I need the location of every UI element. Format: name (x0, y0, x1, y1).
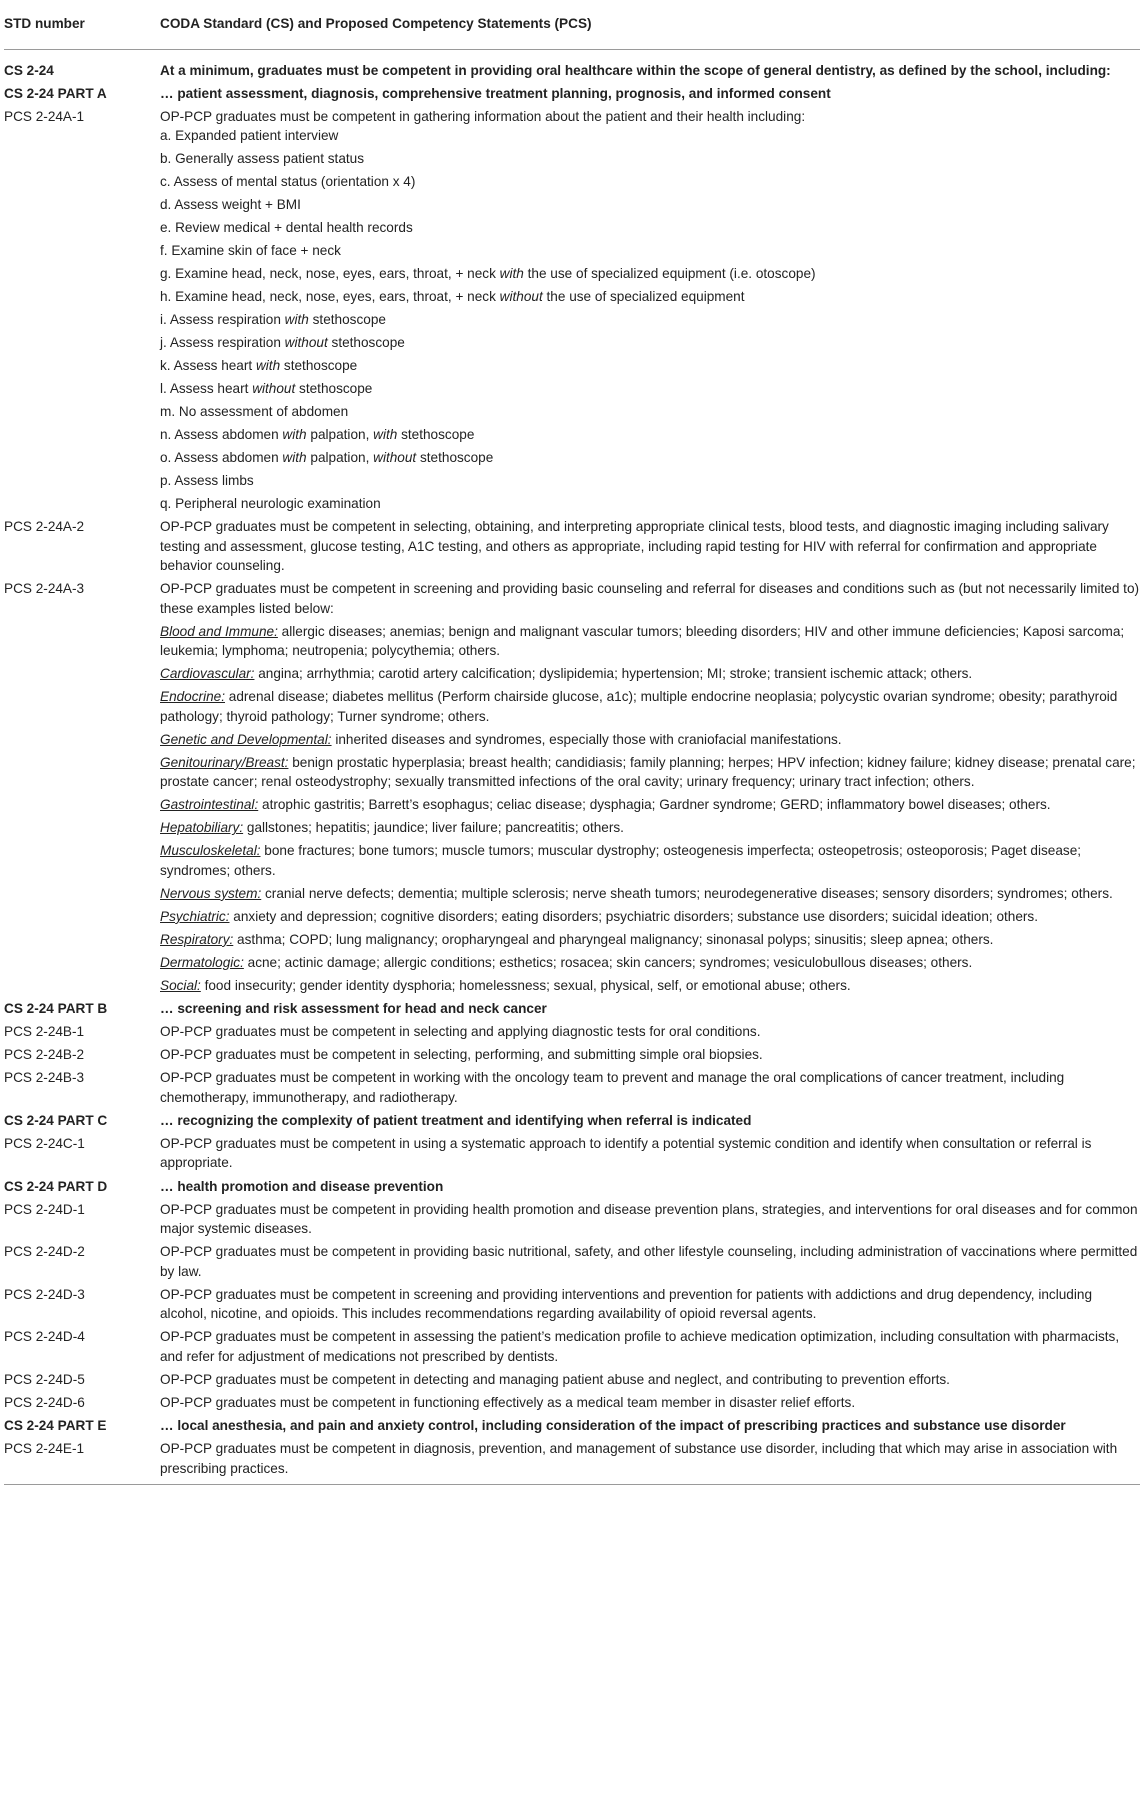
competency-text (160, 107, 1140, 518)
table-row-part-c (4, 1111, 1140, 1134)
category-label: Cardiovascular: (160, 666, 255, 682)
disease-category: Blood and Immune: allergic diseases; anemias; benign and malignant vascular tumors; bleeding disorders; HIV and other immune deficiencies; Kaposi sarcoma; leukemia; lymphoma; neutropenia; polycythemia; others. (160, 623, 1125, 659)
std-number: PCS 2-24D-6 (4, 1395, 85, 1411)
competency-text: OP-PCP graduates must be competent in screening and providing interventions and prevention for patients with addictions and drug dependency, including alcohol, nicotine, and opioids. This includes recommendations regarding availability of opioid reversal agents. (160, 1286, 1093, 1322)
category-label: Genitourinary/Breast: (160, 754, 289, 770)
list-item: i. Assess respiration with stethoscope (160, 312, 386, 328)
category-label: Genetic and Developmental: (160, 731, 332, 747)
table-row-pcs-2-24d-3 (4, 1285, 1140, 1328)
list-item: p. Assess limbs (160, 473, 254, 489)
disease-category: Dermatologic: acne; actinic damage; allergic conditions; esthetics; rosacea; skin cancers; syndromes; vesiculobullous diseases; others. (160, 954, 973, 970)
disease-category: Respiratory: asthma; COPD; lung malignancy; oropharyngeal and pharyngeal malignancy; sinonasal polyps; sinusitis; sleep apnea; others. (160, 931, 994, 947)
std-number: PCS 2-24D-5 (4, 1372, 85, 1387)
category-label: Musculoskeletal: (160, 843, 261, 859)
table-row-cs-2-24 (4, 49, 1140, 84)
std-number: PCS 2-24C-1 (4, 1135, 85, 1151)
standard-text: … health promotion and disease prevention (160, 1178, 444, 1194)
competency-text: OP-PCP graduates must be competent in using a systematic approach to identify a potential systemic condition and identify when consultation or referral is appropriate. (160, 1135, 1092, 1171)
competency-text: OP-PCP graduates must be competent in functioning effectively as a medical team member in disaster relief efforts. (160, 1395, 856, 1411)
std-number: CS 2-24 PART B (4, 1000, 108, 1016)
list-item: q. Peripheral neurologic examination (160, 496, 381, 512)
list-item: g. Examine head, neck, nose, eyes, ears, throat, + neck with the use of specialized equipment (i.e. otoscope) (160, 266, 816, 282)
std-number: PCS 2-24A-1 (4, 108, 85, 124)
disease-category: Genitourinary/Breast: benign prostatic hyperplasia; breast health; candidiasis; family planning; herpes; HPV infection; kidney failure; kidney disease; prenatal care; prostate cancer; renal osteodystrophy; sexually transmitted infections of the oral cavity; urinary frequency; urinary tract infection; others. (160, 754, 1136, 790)
list-item: e. Review medical + dental health records (160, 220, 413, 236)
table-row-pcs-2-24e-1 (4, 1439, 1140, 1485)
table-row-pcs-2-24a-3 (4, 579, 1140, 999)
list-item: f. Examine skin of face + neck (160, 243, 341, 259)
category-label: Nervous system: (160, 885, 262, 901)
competency-text: OP-PCP graduates must be competent in working with the oncology team to prevent and manage the oral complications of cancer treatment, including chemotherapy, immunotherapy, and radiotherapy. (160, 1070, 1065, 1105)
std-number: PCS 2-24B-1 (4, 1024, 85, 1040)
competency-text: OP-PCP graduates must be competent in assessing the patient’s medication profile to achieve medication optimization, including consultation with pharmacists, and refer for adjustment of medications not prescribed by dentists. (160, 1329, 1120, 1364)
table-row-pcs-2-24d-6 (4, 1393, 1140, 1416)
table-row-part-a (4, 84, 1140, 107)
category-label: Blood and Immune: (160, 623, 278, 639)
table-row-pcs-2-24d-2 (4, 1242, 1140, 1285)
list-item: h. Examine head, neck, nose, eyes, ears, throat, + neck without the use of specialized equipment (160, 289, 745, 305)
disease-category: Genetic and Developmental: inherited diseases and syndromes, especially those with craniofacial manifestations. (160, 731, 842, 747)
disease-category: Nervous system: cranial nerve defects; dementia; multiple sclerosis; nerve sheath tumors; neurodegenerative diseases; sensory disorders; syndromes; others. (160, 885, 1113, 901)
category-label: Psychiatric: (160, 908, 230, 924)
category-label: Endocrine: (160, 689, 225, 705)
std-number: PCS 2-24D-2 (4, 1244, 85, 1260)
list-item: b. Generally assess patient status (160, 151, 365, 167)
std-number: PCS 2-24D-4 (4, 1329, 85, 1345)
standard-text: At a minimum, graduates must be competent in providing oral healthcare within the scope of general dentistry, as defined by the school, including: (160, 62, 1111, 78)
list-item: j. Assess respiration without stethoscope (160, 335, 405, 351)
std-number: CS 2-24 PART A (4, 85, 107, 101)
standard-text: … screening and risk assessment for head and neck cancer (160, 1000, 547, 1016)
competency-text: OP-PCP graduates must be competent in selecting and applying diagnostic tests for oral conditions. (160, 1024, 761, 1040)
competency-text: OP-PCP graduates must be competent in diagnosis, prevention, and management of substance use disorder, including that which may arise in association with prescribing practices. (160, 1439, 1140, 1485)
category-label: Gastrointestinal: (160, 797, 259, 813)
disease-category: Endocrine: adrenal disease; diabetes mellitus (Perform chairside glucose, a1c); multiple endocrine neoplasia; polycystic ovarian syndrome; obesity; parathyroid pathology; thyroid pathology; Turner syndrome; others. (160, 689, 1118, 724)
table-row-part-d (4, 1177, 1140, 1200)
table-row-pcs-2-24b-2 (4, 1045, 1140, 1068)
category-label: Social: (160, 977, 201, 993)
list-item: d. Assess weight + BMI (160, 197, 301, 213)
table-header-row (4, 10, 1140, 49)
disease-category: Musculoskeletal: bone fractures; bone tumors; muscle tumors; muscular dystrophy; osteogenesis imperfecta; osteopetrosis; osteoporosis; Paget disease; syndromes; others. (160, 843, 1082, 878)
std-number: PCS 2-24D-3 (4, 1286, 85, 1302)
competency-intro: OP-PCP graduates must be competent in screening and providing basic counseling and referral for diseases and conditions such as (but not necessarily limited to) these examples listed below: (160, 581, 1140, 616)
header-std-number: STD number (4, 10, 160, 49)
competency-text: OP-PCP graduates must be competent in selecting, obtaining, and interpreting appropriate clinical tests, blood tests, and diagnostic imaging including salivary testing and assessment, glucose testing, A1C testing, and others as appropriate, including rapid testing for HIV with referral for confirmation and appropriate behavior counseling. (160, 519, 1109, 574)
competency-text (160, 579, 1140, 999)
competency-text: OP-PCP graduates must be competent in providing health promotion and disease prevention plans, strategies, and interventions for oral diseases and for common major systemic diseases. (160, 1201, 1138, 1237)
competency-text: OP-PCP graduates must be competent in selecting, performing, and submitting simple oral biopsies. (160, 1047, 763, 1063)
disease-category: Psychiatric: anxiety and depression; cognitive disorders; eating disorders; psychiatric disorders; substance use disorders; suicidal ideation; others. (160, 908, 1038, 924)
table-row-pcs-2-24d-1 (4, 1200, 1140, 1243)
disease-category: Gastrointestinal: atrophic gastritis; Barrett’s esophagus; celiac disease; dysphagia; Gardner syndrome; GERD; inflammatory bowel diseases; others. (160, 797, 1051, 813)
std-number: CS 2-24 PART C (4, 1112, 108, 1128)
std-number: PCS 2-24D-1 (4, 1201, 85, 1217)
table-row-pcs-2-24b-3 (4, 1068, 1140, 1111)
std-number: PCS 2-24A-2 (4, 519, 85, 535)
table-row-pcs-2-24d-4 (4, 1327, 1140, 1370)
competency-table (4, 10, 1140, 1485)
standard-text: … local anesthesia, and pain and anxiety control, including consideration of the impact of prescribing practices and substance use disorder (160, 1418, 1066, 1434)
table-row-pcs-2-24b-1 (4, 1022, 1140, 1045)
header-standard-statements: CODA Standard (CS) and Proposed Competency Statements (PCS) (160, 10, 1140, 49)
category-label: Dermatologic: (160, 954, 244, 970)
list-item: m. No assessment of abdomen (160, 404, 349, 420)
std-number: PCS 2-24A-3 (4, 581, 85, 597)
list-item: l. Assess heart without stethoscope (160, 381, 373, 397)
list-item: c. Assess of mental status (orientation x 4) (160, 174, 416, 190)
std-number: CS 2-24 (4, 62, 54, 78)
std-number: PCS 2-24E-1 (4, 1439, 160, 1485)
list-item: o. Assess abdomen with palpation, without stethoscope (160, 450, 494, 466)
table-row-part-e (4, 1416, 1140, 1439)
std-number: CS 2-24 PART D (4, 1178, 108, 1194)
table-row-pcs-2-24a-2 (4, 517, 1140, 579)
std-number: PCS 2-24B-2 (4, 1047, 85, 1063)
standard-text: … recognizing the complexity of patient treatment and identifying when referral is indicated (160, 1112, 752, 1128)
standard-text: … patient assessment, diagnosis, comprehensive treatment planning, prognosis, and informed consent (160, 85, 831, 101)
category-label: Respiratory: (160, 931, 234, 947)
competency-text: OP-PCP graduates must be competent in detecting and managing patient abuse and neglect, and contributing to prevention efforts. (160, 1372, 950, 1387)
competency-text: OP-PCP graduates must be competent in providing basic nutritional, safety, and other lifestyle counseling, including administration of vaccinations where permitted by law. (160, 1244, 1138, 1279)
list-item: n. Assess abdomen with palpation, with stethoscope (160, 427, 475, 443)
disease-category: Hepatobiliary: gallstones; hepatitis; jaundice; liver failure; pancreatitis; others. (160, 820, 624, 836)
list-item: k. Assess heart with stethoscope (160, 358, 358, 374)
category-label: Hepatobiliary: (160, 820, 244, 836)
std-number: PCS 2-24B-3 (4, 1070, 85, 1086)
competency-intro: OP-PCP graduates must be competent in gathering information about the patient and their health including: (160, 108, 806, 124)
table-row-pcs-2-24c-1 (4, 1134, 1140, 1177)
table-row-part-b (4, 999, 1140, 1022)
disease-category: Social: food insecurity; gender identity dysphoria; homelessness; sexual, physical, self, or emotional abuse; others. (160, 977, 851, 993)
disease-category: Cardiovascular: angina; arrhythmia; carotid artery calcification; dyslipidemia; hypertension; MI; stroke; transient ischemic attack; others. (160, 666, 973, 682)
table-row-pcs-2-24d-5 (4, 1370, 1140, 1393)
list-item: a. Expanded patient interview (160, 128, 339, 144)
std-number: CS 2-24 PART E (4, 1418, 107, 1434)
table-row-pcs-2-24a-1 (4, 107, 1140, 518)
